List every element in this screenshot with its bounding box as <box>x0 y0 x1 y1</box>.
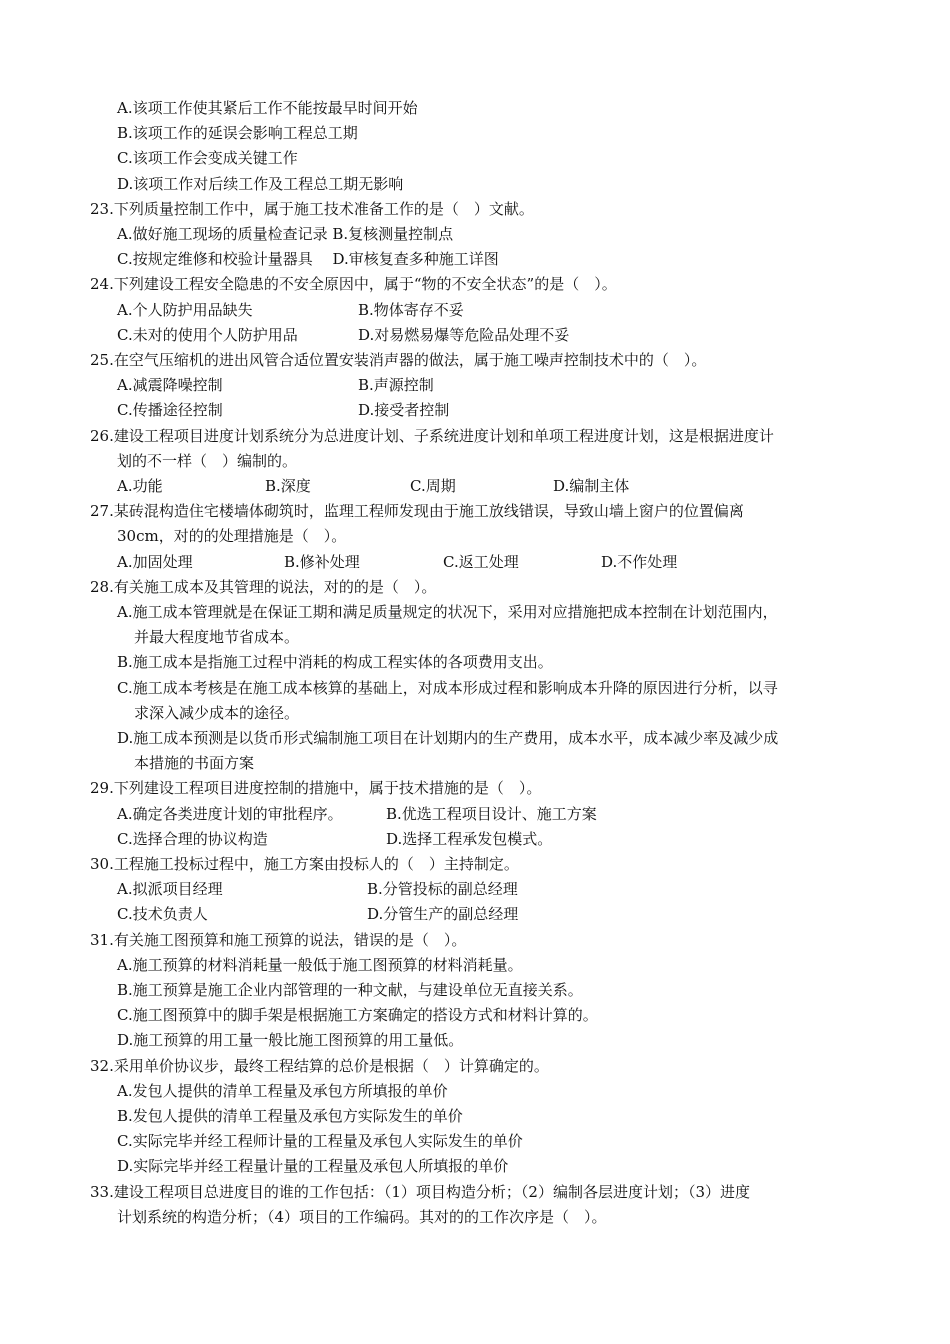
answer-option: D.该项工作对后续工作及工程总工期无影响 <box>117 174 404 193</box>
answer-option: C.施工图预算中的脚手架是根据施工方案确定的搭设方式和材料计算的。 <box>117 1006 598 1025</box>
answer-option: B.该项工作的延误会影响工程总工期 <box>117 124 358 143</box>
answer-option: D.施工预算的用工量一般比施工图预算的用工量低。 <box>117 1031 464 1050</box>
question-text: 33.建设工程项目总进度目的谁的工作包括：（1）项目构造分析；（2）编制各层进度计划；（3）进度 <box>90 1182 750 1201</box>
answer-option: C.选择合理的协议构造 <box>117 829 268 848</box>
answer-option: D.接受者控制 <box>358 401 450 420</box>
answer-option: A.功能 <box>117 477 163 495</box>
answer-option: C.按规定维修和校验计量器具 D.审核复查多种施工详图 <box>117 250 499 269</box>
answer-option: D.选择工程承发包模式。 <box>386 829 553 848</box>
answer-option: D.实际完毕并经工程量计量的工程量及承包人所填报的单价 <box>117 1157 509 1176</box>
answer-option: B.声源控制 <box>358 376 434 395</box>
answer-option: B.优选工程项目设计、施工方案 <box>386 804 597 823</box>
answer-option: D.对易燃易爆等危险品处理不妥 <box>358 325 570 344</box>
answer-option-continued: 并最大程度地节省成本。 <box>134 628 300 647</box>
answer-option: B.分管投标的副总经理 <box>367 880 518 899</box>
answer-option: B.发包人提供的清单工程量及承包方实际发生的单价 <box>117 1107 463 1125</box>
answer-option: C.技术负责人 <box>117 905 208 924</box>
question-text-continued: 计划系统的构造分析；（4）项目的工作编码。其对的的工作次序是（ ）。 <box>117 1207 607 1226</box>
answer-option: C.实际完毕并经工程师计量的工程量及承包人实际发生的单价 <box>117 1132 523 1151</box>
answer-option-continued: 本措施的书面方案 <box>134 754 255 773</box>
question-text: 30.工程施工投标过程中，施工方案由投标人的（ ）主持制定。 <box>90 855 519 873</box>
answer-option: A.拟派项目经理 <box>117 880 223 899</box>
answer-option: A.加固处理 <box>117 552 193 571</box>
question-text: 27.某砖混构造住宅楼墙体砌筑时，监理工程师发现由于施工放线错误，导致山墙上窗户的位置偏离 <box>90 502 744 521</box>
answer-option: D.分管生产的副总经理 <box>367 905 519 924</box>
answer-option: B.物体寄存不妥 <box>358 300 464 319</box>
answer-option: D.施工成本预测是以货币形式编制施工项目在计划期内的生产费用，成本水平，成本减少率及减少成 <box>117 729 779 747</box>
answer-option: C.周期 <box>410 477 456 495</box>
answer-option: D.编制主体 <box>553 477 630 495</box>
answer-option: A.减震降噪控制 <box>117 376 223 395</box>
answer-option: D.不作处理 <box>601 552 678 571</box>
answer-option: A.做好施工现场的质量检查记录 B.复核测量控制点 <box>117 225 454 243</box>
answer-option: B.修补处理 <box>284 552 360 571</box>
question-text: 26.建设工程项目进度计划系统分为总进度计划、子系统进度计划和单项工程进度计划，这是根据进度计 <box>90 426 774 445</box>
question-text: 31.有关施工图预算和施工预算的说法，错误的是（ ）。 <box>90 930 467 949</box>
answer-option: A.施工成本管理就是在保证工期和满足质量规定的状况下，采用对应措施把成本控制在计划范围内， <box>117 603 778 621</box>
question-text: 32.采用单价协议步，最终工程结算的总价是根据（ ）计算确定的。 <box>90 1056 549 1075</box>
answer-option: B.施工成本是指施工过程中消耗的构成工程实体的各项费用支出。 <box>117 653 553 672</box>
question-text: 29.下列建设工程项目进度控制的措施中，属于技术措施的是（ ）。 <box>90 779 542 798</box>
answer-option: A.个人防护用品缺失 <box>117 300 253 319</box>
question-text: 25.在空气压缩机的进出风管合适位置安装消声器的做法，属于施工噪声控制技术中的（ ）。 <box>90 351 707 369</box>
answer-option: A.确定各类进度计划的审批程序。 <box>117 804 343 823</box>
answer-option: A.该项工作使其紧后工作不能按最早时间开始 <box>117 99 418 117</box>
answer-option: A.施工预算的材料消耗量一般低于施工图预算的材料消耗量。 <box>117 955 523 974</box>
question-text: 23.下列质量控制工作中，属于施工技术准备工作的是（ ）文献。 <box>90 199 534 218</box>
answer-option: C.该项工作会变成关键工作 <box>117 149 298 168</box>
question-text: 28.有关施工成本及其管理的说法，对的的是（ ）。 <box>90 577 437 596</box>
answer-option: C.返工处理 <box>443 552 519 571</box>
question-text: 24.下列建设工程安全隐患的不安全原因中，属于“物的不安全状态”的是（ ）。 <box>90 275 617 294</box>
answer-option: C.传播途径控制 <box>117 401 223 420</box>
answer-option: B.施工预算是施工企业内部管理的一种文献，与建设单位无直接关系。 <box>117 981 583 999</box>
answer-option: A.发包人提供的清单工程量及承包方所填报的单价 <box>117 1081 448 1100</box>
question-text-continued: 30cm，对的的处理措施是（ ）。 <box>117 527 347 546</box>
answer-option-continued: 求深入减少成本的途径。 <box>134 703 300 722</box>
question-text-continued: 划的不一样（ ）编制的。 <box>117 451 298 470</box>
answer-option: B.深度 <box>265 477 311 495</box>
answer-option: C.施工成本考核是在施工成本核算的基础上，对成本形成过程和影响成本升降的原因进行分析，以寻 <box>117 678 778 697</box>
answer-option: C.未对的使用个人防护用品 <box>117 325 298 344</box>
